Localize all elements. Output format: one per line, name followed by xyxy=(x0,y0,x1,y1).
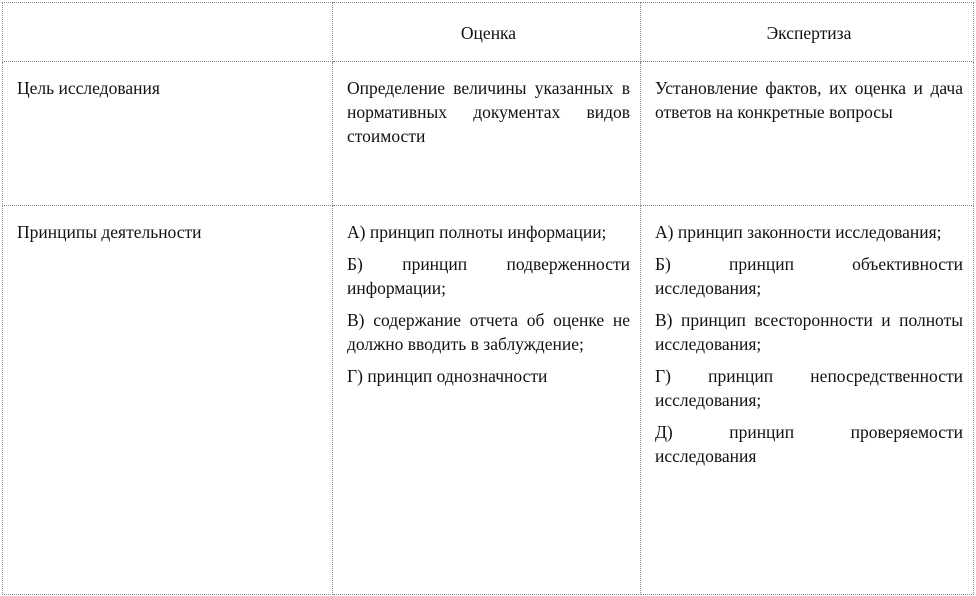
header-cell-ocenka: Оценка xyxy=(333,3,641,62)
header-cell-expertiza: Экспертиза xyxy=(641,3,974,62)
row-label: Цель исследования xyxy=(3,62,333,206)
list-item: В) принцип всесторонности и полноты исследования; xyxy=(655,310,963,354)
header-cell-empty xyxy=(3,3,333,62)
list-item: Г) принцип однозначности xyxy=(347,366,548,386)
comparison-table xyxy=(2,2,974,595)
row-label: Принципы деятельности xyxy=(3,206,333,595)
list-item: Д) принцип проверяемости исследования xyxy=(655,422,963,466)
cell-expertiza xyxy=(641,62,974,206)
table-row xyxy=(3,62,974,206)
table-row xyxy=(3,206,974,595)
list-item: Б) принцип объективности исследования; xyxy=(655,254,963,298)
table-header-row xyxy=(3,3,974,62)
list-item: Б) принцип подверженности информации; xyxy=(347,254,630,298)
cell-ocenka xyxy=(333,62,641,206)
cell-text: Определение величины указанных в нормативных документах видов стоимости xyxy=(347,78,630,146)
cell-expertiza xyxy=(641,206,974,595)
list-item: В) содержание отчета об оценке не должно вводить в заблуждение; xyxy=(347,310,630,354)
list-item: А) принцип полноты информации; xyxy=(347,222,607,242)
cell-ocenka xyxy=(333,206,641,595)
list-item: А) принцип законности исследования; xyxy=(655,222,942,242)
list-item: Г) принцип непосредственности исследования; xyxy=(655,366,963,410)
cell-text: Установление фактов, их оценка и дача ответов на конкретные вопросы xyxy=(655,78,963,122)
